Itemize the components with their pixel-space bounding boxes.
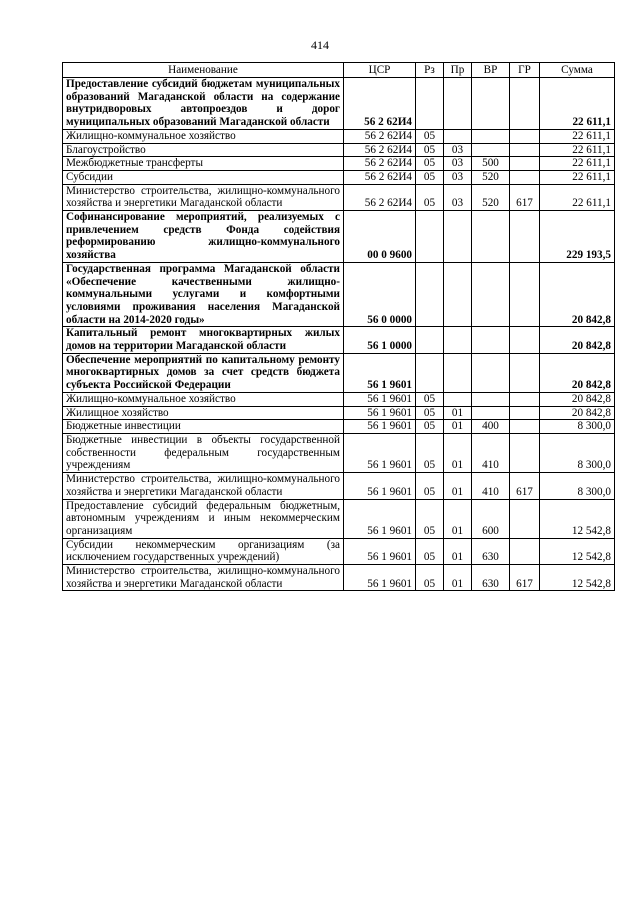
cell-pr — [444, 392, 472, 406]
cell-csr: 56 1 9601 — [344, 420, 416, 434]
cell-csr: 56 1 0000 — [344, 327, 416, 353]
cell-gr: 617 — [510, 565, 540, 591]
budget-table — [62, 62, 615, 591]
cell-vr: 600 — [472, 499, 510, 538]
cell-gr — [510, 433, 540, 472]
cell-name: Предоставление субсидий федеральным бюджетным, автономным учреждениям и иным некоммерческим организациям — [63, 499, 344, 538]
cell-name: Министерство строительства, жилищно-коммунального хозяйства и энергетики Магаданской области — [63, 184, 344, 210]
cell-name: Обеспечение мероприятий по капитальному ремонту многоквартирных домов за счет средств бюджета субъекта Российской Федерации — [63, 353, 344, 392]
table-row — [63, 170, 615, 184]
cell-name: Предоставление субсидий бюджетам муниципальных образований Магаданской области на содержание внутридворовых автопроездов и дорог муниципальных образований Магаданской области — [63, 78, 344, 130]
cell-sum: 12 542,8 — [540, 538, 615, 564]
cell-vr — [472, 143, 510, 157]
cell-vr — [472, 129, 510, 143]
cell-rz: 05 — [416, 143, 444, 157]
cell-sum: 22 611,1 — [540, 170, 615, 184]
cell-sum: 20 842,8 — [540, 353, 615, 392]
cell-pr: 01 — [444, 565, 472, 591]
cell-gr — [510, 170, 540, 184]
cell-rz — [416, 78, 444, 130]
cell-pr — [444, 78, 472, 130]
cell-vr: 400 — [472, 420, 510, 434]
cell-csr: 56 2 62И4 — [344, 184, 416, 210]
cell-pr: 03 — [444, 157, 472, 171]
cell-csr: 56 0 0000 — [344, 262, 416, 327]
cell-vr: 520 — [472, 184, 510, 210]
cell-gr — [510, 211, 540, 263]
cell-pr: 03 — [444, 184, 472, 210]
cell-rz: 05 — [416, 170, 444, 184]
cell-name: Министерство строительства, жилищно-коммунального хозяйства и энергетики Магаданской области — [63, 565, 344, 591]
cell-vr — [472, 211, 510, 263]
table-row — [63, 433, 615, 472]
cell-csr: 56 1 9601 — [344, 433, 416, 472]
cell-rz — [416, 211, 444, 263]
header-gr: ГР — [510, 63, 540, 78]
cell-name: Межбюджетные трансферты — [63, 157, 344, 171]
cell-pr: 03 — [444, 143, 472, 157]
cell-pr: 01 — [444, 538, 472, 564]
cell-gr: 617 — [510, 473, 540, 499]
cell-vr: 520 — [472, 170, 510, 184]
cell-pr — [444, 327, 472, 353]
cell-pr — [444, 129, 472, 143]
cell-gr — [510, 353, 540, 392]
cell-sum: 12 542,8 — [540, 499, 615, 538]
cell-rz: 05 — [416, 473, 444, 499]
cell-name: Государственная программа Магаданской области «Обеспечение качественными жилищно-коммунальными услугами и комфортными условиями проживания населения Магаданской области на 2014-2020 годы» — [63, 262, 344, 327]
cell-name: Бюджетные инвестиции в объекты государственной собственности федеральным государственным учреждениям — [63, 433, 344, 472]
table-row — [63, 211, 615, 263]
cell-rz: 05 — [416, 420, 444, 434]
table-header-row — [63, 63, 615, 78]
cell-gr — [510, 538, 540, 564]
cell-sum: 20 842,8 — [540, 262, 615, 327]
cell-sum: 20 842,8 — [540, 406, 615, 420]
cell-csr: 56 2 62И4 — [344, 78, 416, 130]
cell-rz — [416, 353, 444, 392]
header-sum: Сумма — [540, 63, 615, 78]
cell-sum: 20 842,8 — [540, 392, 615, 406]
cell-csr: 56 1 9601 — [344, 392, 416, 406]
cell-vr: 630 — [472, 538, 510, 564]
table-row — [63, 353, 615, 392]
table-row — [63, 406, 615, 420]
cell-rz — [416, 327, 444, 353]
cell-sum: 8 300,0 — [540, 433, 615, 472]
cell-sum: 12 542,8 — [540, 565, 615, 591]
cell-gr — [510, 327, 540, 353]
cell-name: Жилищно-коммунальное хозяйство — [63, 129, 344, 143]
table-row — [63, 327, 615, 353]
cell-pr: 01 — [444, 433, 472, 472]
table-row — [63, 473, 615, 499]
cell-sum: 22 611,1 — [540, 157, 615, 171]
header-csr: ЦСР — [344, 63, 416, 78]
cell-gr — [510, 499, 540, 538]
cell-name: Субсидии — [63, 170, 344, 184]
cell-gr — [510, 129, 540, 143]
cell-csr: 56 1 9601 — [344, 353, 416, 392]
table-row — [63, 184, 615, 210]
cell-vr: 410 — [472, 433, 510, 472]
cell-pr: 01 — [444, 420, 472, 434]
cell-vr — [472, 327, 510, 353]
cell-pr — [444, 262, 472, 327]
cell-vr: 410 — [472, 473, 510, 499]
cell-vr: 500 — [472, 157, 510, 171]
cell-csr: 56 1 9601 — [344, 473, 416, 499]
cell-gr — [510, 406, 540, 420]
cell-csr: 56 2 62И4 — [344, 170, 416, 184]
cell-name: Субсидии некоммерческим организациям (за исключением государственных учреждений) — [63, 538, 344, 564]
cell-rz — [416, 262, 444, 327]
table-row — [63, 129, 615, 143]
table-row — [63, 565, 615, 591]
cell-vr — [472, 392, 510, 406]
cell-sum: 229 193,5 — [540, 211, 615, 263]
table-row — [63, 143, 615, 157]
cell-vr — [472, 353, 510, 392]
cell-csr: 56 1 9601 — [344, 499, 416, 538]
cell-sum: 20 842,8 — [540, 327, 615, 353]
cell-pr: 01 — [444, 499, 472, 538]
table-row — [63, 78, 615, 130]
cell-rz: 05 — [416, 538, 444, 564]
cell-name: Жилищно-коммунальное хозяйство — [63, 392, 344, 406]
cell-name: Жилищное хозяйство — [63, 406, 344, 420]
cell-rz: 05 — [416, 499, 444, 538]
table-row — [63, 157, 615, 171]
cell-pr: 03 — [444, 170, 472, 184]
cell-sum: 22 611,1 — [540, 184, 615, 210]
cell-rz: 05 — [416, 184, 444, 210]
cell-gr — [510, 78, 540, 130]
cell-gr — [510, 157, 540, 171]
cell-csr: 56 1 9601 — [344, 565, 416, 591]
table-row — [63, 420, 615, 434]
cell-gr — [510, 420, 540, 434]
cell-name: Софинансирование мероприятий, реализуемых с привлечением средств Фонда содействия реформированию жилищно-коммунального хозяйства — [63, 211, 344, 263]
cell-sum: 22 611,1 — [540, 129, 615, 143]
cell-gr — [510, 262, 540, 327]
cell-vr — [472, 262, 510, 327]
cell-sum: 8 300,0 — [540, 420, 615, 434]
cell-csr: 56 2 62И4 — [344, 129, 416, 143]
cell-sum: 22 611,1 — [540, 78, 615, 130]
cell-name: Капитальный ремонт многоквартирных жилых домов на территории Магаданской области — [63, 327, 344, 353]
cell-sum: 22 611,1 — [540, 143, 615, 157]
cell-vr — [472, 406, 510, 420]
table-row — [63, 262, 615, 327]
cell-vr: 630 — [472, 565, 510, 591]
table-row — [63, 392, 615, 406]
cell-csr: 56 2 62И4 — [344, 143, 416, 157]
header-pr: Пр — [444, 63, 472, 78]
cell-name: Бюджетные инвестиции — [63, 420, 344, 434]
page-number: 414 — [311, 38, 329, 52]
cell-name: Благоустройство — [63, 143, 344, 157]
cell-gr — [510, 392, 540, 406]
cell-rz: 05 — [416, 157, 444, 171]
cell-csr: 56 2 62И4 — [344, 157, 416, 171]
cell-csr: 56 1 9601 — [344, 406, 416, 420]
cell-csr: 00 0 9600 — [344, 211, 416, 263]
table-body — [63, 78, 615, 591]
table-row — [63, 499, 615, 538]
cell-name: Министерство строительства, жилищно-коммунального хозяйства и энергетики Магаданской области — [63, 473, 344, 499]
cell-rz: 05 — [416, 433, 444, 472]
cell-sum: 8 300,0 — [540, 473, 615, 499]
header-vr: ВР — [472, 63, 510, 78]
cell-pr: 01 — [444, 473, 472, 499]
cell-vr — [472, 78, 510, 130]
header-name: Наименование — [63, 63, 344, 78]
cell-rz: 05 — [416, 392, 444, 406]
table-row — [63, 538, 615, 564]
cell-rz: 05 — [416, 406, 444, 420]
cell-gr: 617 — [510, 184, 540, 210]
cell-rz: 05 — [416, 129, 444, 143]
cell-pr — [444, 211, 472, 263]
cell-csr: 56 1 9601 — [344, 538, 416, 564]
cell-pr: 01 — [444, 406, 472, 420]
cell-rz: 05 — [416, 565, 444, 591]
cell-gr — [510, 143, 540, 157]
header-rz: Рз — [416, 63, 444, 78]
cell-pr — [444, 353, 472, 392]
